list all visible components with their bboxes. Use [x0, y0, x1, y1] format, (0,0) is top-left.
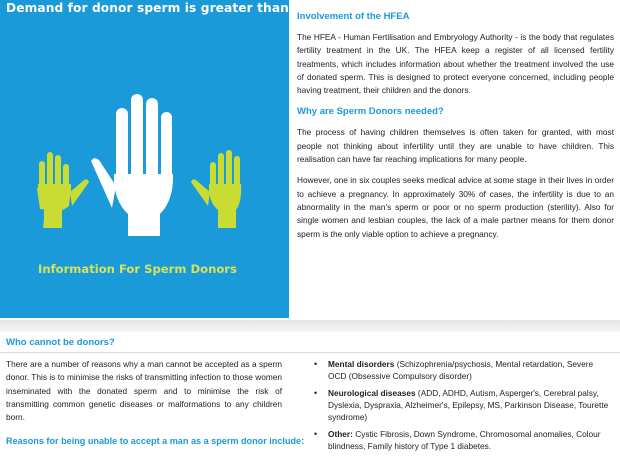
bullet-term: Neurological diseases [328, 388, 416, 398]
bullet-detail: (ADD, ADHD, Autism, Asperger's, Cerebral palsy, Dyslexia, Dyspraxia, Alzheimer's, Epilepsy, MS, Parkinson Disease, Tourette syndrome) [328, 388, 609, 422]
hero-panel [0, 0, 340, 318]
reasons-list [312, 358, 612, 457]
raised-lime-hand-icon [191, 150, 241, 228]
bullet-detail: (Schizophrenia/psychosis, Mental retardation, Severe OCD (Obsessive Compulsory disorder) [328, 359, 594, 381]
divider [0, 352, 620, 353]
reasons-heading: Reasons for being unable to accept a man as a sperm donor include: [6, 436, 305, 446]
bullet-term: Other: [328, 429, 353, 439]
who-paragraph: There are a number of reasons why a man cannot be accepted as a sperm donor. This is to minimise the risks of transmitting infection to those women inseminated with the donated sperm and to minimise the risk of transmitting common genetic diseases or malformations to any children born. [6, 359, 282, 423]
why-paragraph-2: However, one in six couples seeks medical advice at some stage in their lives in order to achieve a pregnancy. In approximately 30% of cases, the infertility is due to an abnormality in the man's sperm or poor or no sperm production (sterility). Also for single women and lesbian couples, the lack of a male partner means for them donor sperm is the only viable option to achieve a pregnancy. [297, 175, 614, 239]
list-item [312, 387, 612, 423]
right-column [297, 0, 614, 241]
who-heading: Who cannot be donors? [6, 337, 115, 348]
list-item [312, 428, 612, 452]
bullet-term: Mental disorders [328, 359, 395, 369]
why-heading: Why are Sperm Donors needed? [297, 106, 444, 118]
hero-caption: Information For Sperm Donors [38, 262, 237, 276]
involvement-heading: Involvement of the HFEA [297, 11, 410, 22]
list-item [312, 358, 612, 382]
section-separator [0, 320, 620, 332]
hero-title: Demand for donor sperm is greater than supply [6, 1, 340, 15]
why-paragraph-1: The process of having children themselves is often taken for granted, with most people not thinking about infertility until they are unable to have children. This realisation can have far reaching implications for many people. [297, 127, 614, 165]
bullet-detail: Cystic Fibrosis, Down Syndrome, Chromosomal anomalies, Colour blindness, Family history of Type 1 diabetes. [328, 429, 601, 451]
involvement-paragraph: The HFEA - Human Fertilisation and Embryology Authority - is the body that regulates fertility treatment in the UK. The HFEA keep a register of all licensed fertility treatments, which includes information about whether the treatment involved the use of donated sperm. This is designed to protect everyone concerned, including people having treatment, their children and the donors. [297, 32, 614, 96]
raised-white-hand-icon [91, 94, 173, 236]
raised-lime-hand-icon [37, 152, 89, 228]
